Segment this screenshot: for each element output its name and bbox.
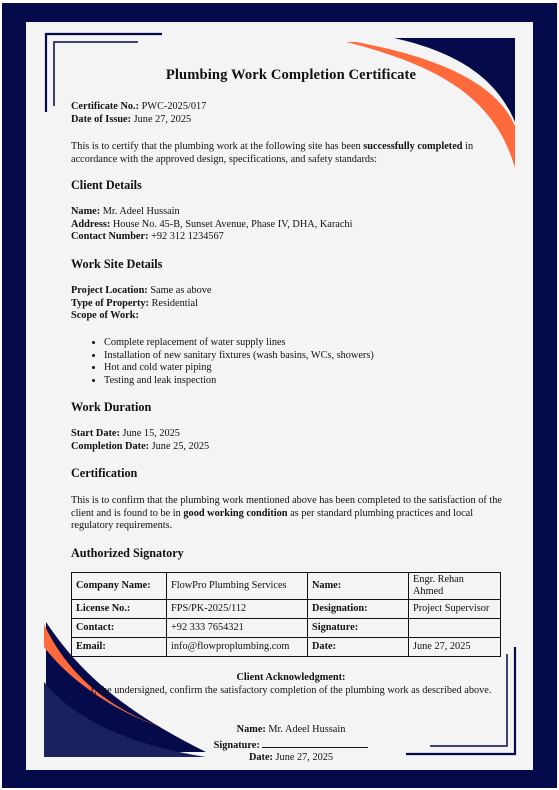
- scope-label: Scope of Work:: [71, 310, 139, 322]
- client-contact: +92 312 1234567: [151, 231, 224, 243]
- certification-heading: Certification: [71, 466, 138, 480]
- list-item: • Complete replacement of water supply lines: [104, 337, 511, 350]
- list-item: • Testing and leak inspection: [104, 375, 511, 388]
- client-name: Mr. Adeel Hussain: [102, 206, 180, 217]
- certificate-paper: [26, 22, 533, 770]
- work-site-heading: Work Site Details: [71, 257, 163, 271]
- table-row: Email: info@flowproplumbing.com Date: June 27, 2025: [72, 638, 501, 657]
- work-duration-heading: Work Duration: [71, 400, 152, 414]
- scope-list-wrapper: [71, 337, 511, 387]
- acknowledgment-signoff: [71, 724, 511, 765]
- client-address: House No. 45-B, Sunset Avenue, Phase IV, DHA, Karachi: [112, 218, 353, 230]
- completion-date-line: Completion Date: June 25, 2025: [71, 440, 210, 452]
- scope-list: [71, 337, 511, 387]
- start-date-line: Start Date: June 15, 2025: [71, 428, 180, 439]
- ack-name-line: Name: Mr. Adeel Hussain: [236, 724, 346, 735]
- list-item: • Installation of new sanitary fixtures (wash basins, WCs, showers): [104, 350, 511, 363]
- certificate-number-line: Certificate No.: PWC-2025/017: [71, 101, 207, 112]
- intro-paragraph: This is to certify that the plumbing work at the following site has been successfully completed in accordance with the approved design, specifications, and safety standards:: [71, 141, 474, 165]
- issue-date: June 27, 2025: [133, 113, 192, 125]
- signature-cell: [409, 619, 501, 638]
- certificate-number: PWC-2025/017: [141, 101, 207, 112]
- certificate-frame: [2, 3, 557, 788]
- table-row: Company Name: FlowPro Plumbing Services Name: Engr. Rehan Ahmed: [72, 573, 501, 600]
- ack-signature-line: Signature:: [71, 737, 511, 753]
- signature-line: [262, 737, 368, 748]
- acknowledgment-heading: Client Acknowledgment:: [236, 672, 346, 683]
- project-location-line: Project Location: Same as above: [71, 285, 212, 296]
- table-row: License No.: FPS/PK-2025/112 Designation: Project Supervisor: [72, 600, 501, 619]
- work-duration: [71, 428, 511, 453]
- client-contact-line: Contact Number: +92 312 1234567: [71, 231, 224, 243]
- certificate-meta: [71, 101, 511, 126]
- client-acknowledgment: [71, 672, 511, 697]
- decorative-corners: [26, 22, 533, 770]
- authorized-signatory-heading: Authorized Signatory: [71, 546, 184, 560]
- list-item: • Hot and cold water piping: [104, 362, 511, 375]
- ack-date-line: Date: June 27, 2025: [248, 752, 334, 764]
- work-site-details: [71, 285, 511, 323]
- acknowledgment-text: I, the undersigned, confirm the satisfactory completion of the plumbing work as described above.: [90, 684, 492, 696]
- certificate-title: Plumbing Work Completion Certificate: [165, 67, 417, 83]
- table-row: Contact: +92 333 7654321 Signature:: [72, 619, 501, 638]
- certification-paragraph: This is to confirm that the plumbing work mentioned above has been completed to the satisfaction of the client and is found to be in good working condition as per standard plumbing practices and local regulatory requirements.: [71, 495, 502, 532]
- client-details-heading: Client Details: [71, 178, 142, 192]
- client-name-line: Name: Mr. Adeel Hussain: [71, 206, 180, 217]
- signatory-table: [71, 572, 501, 657]
- client-details: [71, 206, 511, 244]
- client-address-line: Address: House No. 45-B, Sunset Avenue, Phase IV, DHA, Karachi: [71, 218, 353, 230]
- property-type-line: Type of Property: Residential: [71, 297, 198, 309]
- issue-date-line: Date of Issue: June 27, 2025: [71, 113, 192, 125]
